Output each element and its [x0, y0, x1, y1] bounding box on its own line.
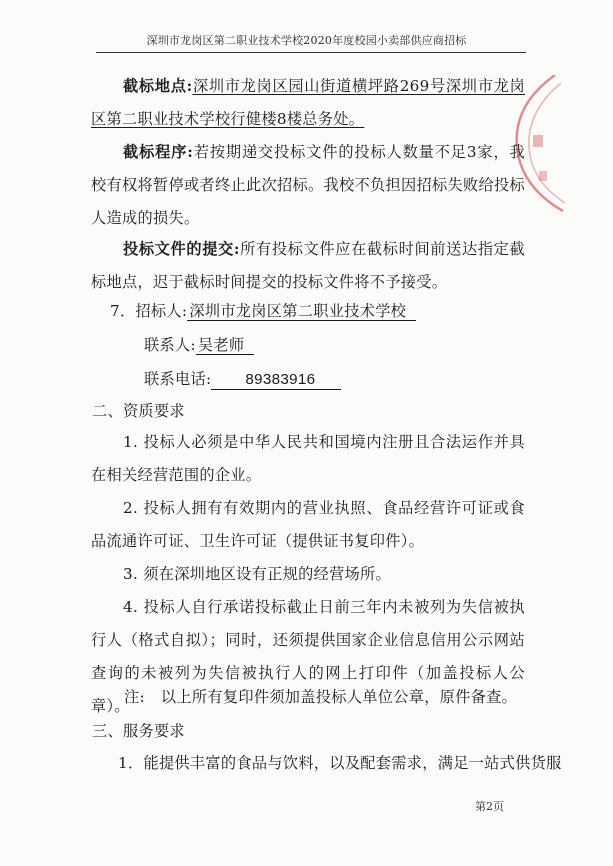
service-item-1: 1．能提供丰富的食品与饮料，以及配套需求，满足一站式供货服 [118, 754, 562, 772]
tenderer-line [110, 300, 416, 322]
deadline-procedure-text: 若按期递交投标文件的投标人数量不足3家，我校有权将暂停或者终止此次招标。我校不负担因招标失败给投标人造成的损失。 [91, 143, 525, 227]
note-line [124, 686, 517, 708]
tenderer-name: 深圳市龙岗区第二职业技术学校 [187, 302, 416, 321]
contact-label: 联系人: [144, 336, 196, 354]
note-label: 注: [124, 688, 145, 706]
header-rule [96, 52, 526, 53]
deadline-procedure-paragraph [91, 136, 525, 235]
phone-line [144, 368, 341, 390]
tenderer-label: 7．招标人: [110, 302, 188, 320]
qualification-heading: 二、资质要求 [92, 402, 185, 420]
deadline-location-label: 截标地点: [123, 77, 193, 95]
deadline-procedure-label: 截标程序: [123, 143, 194, 161]
qualification-item-3: 3. 须在深圳地区设有正规的经营场所。 [123, 565, 392, 583]
deadline-location-paragraph [91, 70, 525, 136]
submission-text: 所有投标文件应在截标时间前送达指定截标地点，迟于截标时间提交的投标文件将不予接受。 [91, 240, 525, 291]
submission-label: 投标文件的提交: [123, 240, 240, 258]
contact-name: 吴老师 [196, 336, 254, 355]
qualification-item-2: 2. 投标人拥有有效期内的营业执照、食品经营许可证或食品流通许可证、卫生许可证（提供证书复印件）。 [91, 499, 525, 550]
service-heading: 三、服务要求 [92, 722, 185, 740]
qualification-item-1: 1. 投标人必须是中华人民共和国境内注册且合法运作并具在相关经营范围的企业。 [91, 433, 525, 484]
deadline-location-text: 深圳市龙岗区园山街道横坪路269号深圳市龙岗区第二职业技术学校行健楼8楼总务处。 [91, 77, 526, 128]
contact-line [144, 334, 254, 356]
submission-paragraph [91, 233, 525, 299]
note-text: 以上所有复印件须加盖投标人单位公章，原件备查。 [160, 688, 518, 706]
page-number: 第2页 [475, 800, 504, 813]
qualification-item-4: 4. 投标人自行承诺投标截止日前三年内未被列为失信被执行人（格式自拟）；同时，还须提供国家企业信息信用公示网站查询的未被列为失信被执行人的网上打印件（加盖投标人公章）。 [91, 598, 525, 715]
phone-number: 89383916 [211, 371, 341, 390]
phone-label: 联系电话: [144, 370, 212, 388]
page-header-title: 深圳市龙岗区第二职业技术学校2020年度校园小卖部供应商招标 [146, 34, 467, 47]
